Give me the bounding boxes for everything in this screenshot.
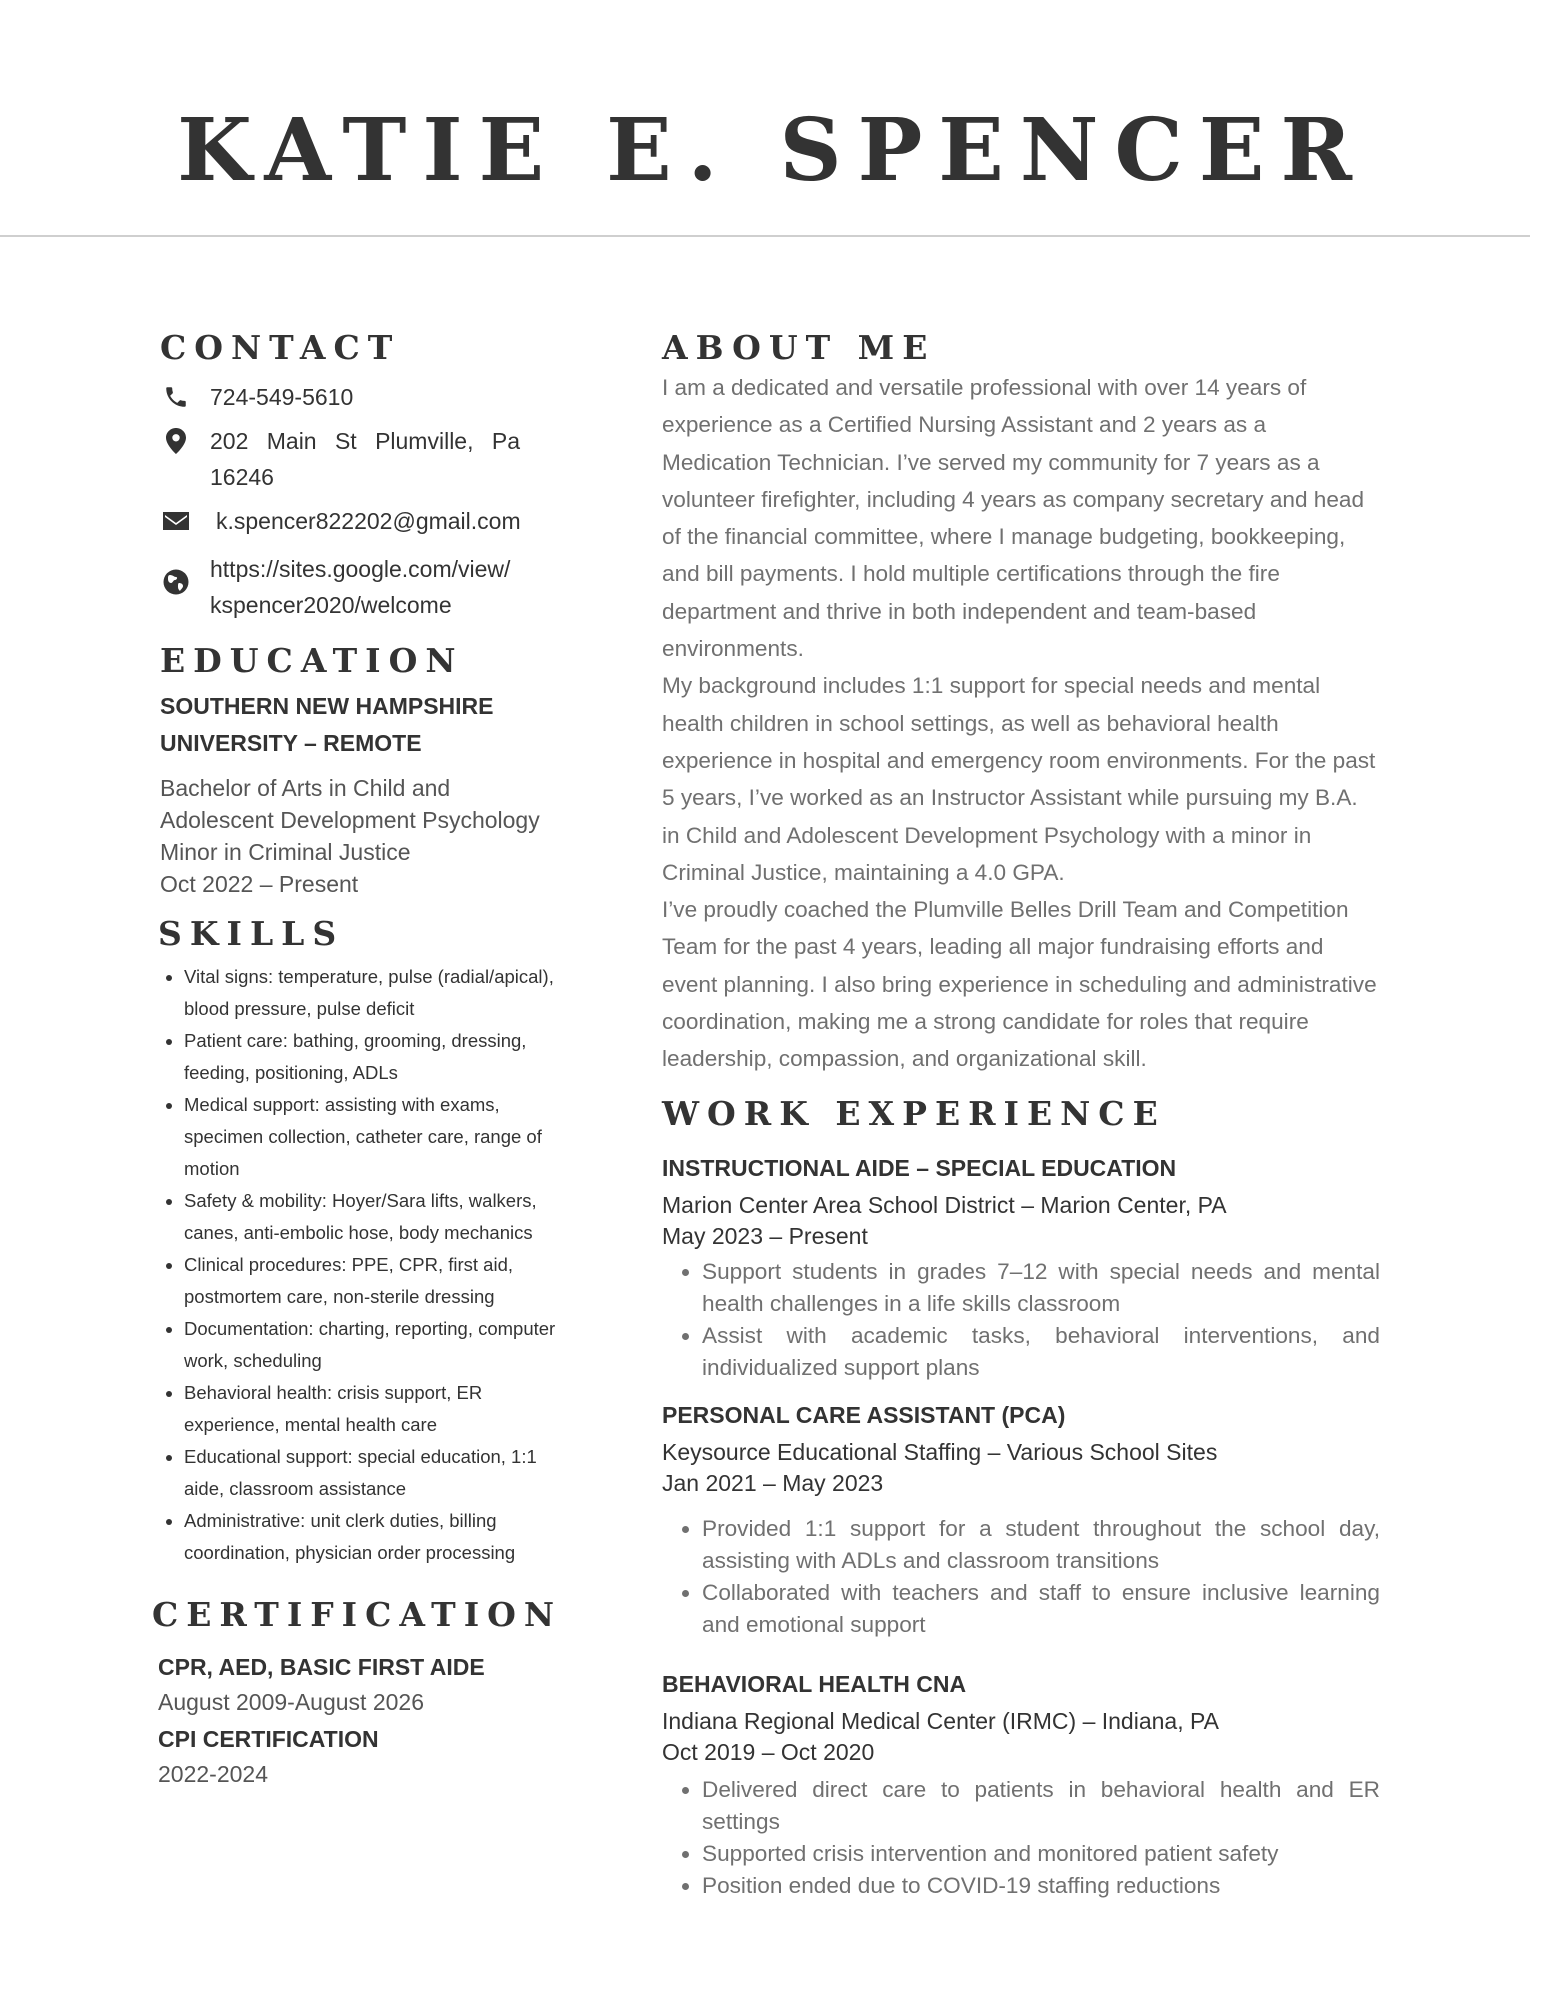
contact-heading: CONTACT — [160, 328, 401, 367]
job-entry — [662, 1402, 1380, 1641]
minor-line: Minor in Criminal Justice — [160, 839, 411, 865]
about-paragraph: I’ve proudly coached the Plumville Belles Drill Team and Competition Team for the past 4 years, leading all major fundraising efforts and event planning. I also bring experience in scheduling and administrative coordination, making me a strong candidate for roles that require leadership, compassion, and organizational skill. — [662, 897, 1377, 1072]
email-link[interactable]: k.spencer822202@gmail.com — [216, 508, 521, 534]
job-employer: Marion Center Area School District – Marion Center, PA — [662, 1191, 1227, 1218]
cert-date: 2022-2024 — [158, 1761, 268, 1787]
job-title: PERSONAL CARE ASSISTANT (PCA) — [662, 1401, 1066, 1428]
job-duties — [662, 1513, 1380, 1641]
list-item: • Vital signs: temperature, pulse (radial/apical), blood pressure, pulse deficit — [184, 961, 560, 1025]
degree-line: Adolescent Development Psychology — [160, 807, 540, 833]
address-text — [210, 423, 520, 495]
contact-list — [160, 379, 560, 623]
job-dates: Oct 2019 – Oct 2020 — [662, 1738, 875, 1765]
school-name — [160, 688, 560, 762]
list-item: • Clinical procedures: PPE, CPR, first aid, postmortem care, non-sterile dressing — [184, 1249, 560, 1313]
job-title: BEHAVIORAL HEALTH CNA — [662, 1670, 967, 1697]
list-item: • Support students in grades 7–12 with special needs and mental health challenges in a life skills classroom — [702, 1256, 1380, 1320]
contact-address — [160, 423, 560, 495]
resume-name: KATIE E. SPENCER — [177, 100, 1368, 201]
list-item: • Assist with academic tasks, behavioral interventions, and individualized support plans — [702, 1320, 1380, 1384]
globe-icon — [162, 567, 190, 597]
location-pin-icon — [162, 426, 190, 456]
left-column — [152, 328, 563, 1788]
school-line-2: UNIVERSITY – REMOTE — [160, 730, 422, 756]
list-item: • Delivered direct care to patients in behavioral health and ER settings — [702, 1774, 1380, 1838]
address-line-2: 16246 — [210, 464, 274, 490]
school-line-1: SOUTHERN NEW HAMPSHIRE — [160, 693, 494, 719]
list-item: • Educational support: special education, 1:1 aide, classroom assistance — [184, 1441, 560, 1505]
phone-text: 724-549-5610 — [210, 384, 354, 410]
list-item: • Patient care: bathing, grooming, dressing, feeding, positioning, ADLs — [184, 1025, 560, 1089]
about-heading: ABOUT ME — [662, 328, 936, 367]
job-employer: Indiana Regional Medical Center (IRMC) – Indiana, PA — [662, 1707, 1219, 1734]
cert-name: CPI CERTIFICATION — [158, 1726, 379, 1752]
list-item: • Safety & mobility: Hoyer/Sara lifts, walkers, canes, anti-embolic hose, body mechanics — [184, 1185, 560, 1249]
list-item: • Collaborated with teachers and staff to ensure inclusive learning and emotional support — [702, 1577, 1380, 1641]
about-body — [662, 369, 1380, 1078]
job-duties — [662, 1774, 1380, 1902]
list-item: • Behavioral health: crisis support, ER experience, mental health care — [184, 1377, 560, 1441]
job-dates: Jan 2021 – May 2023 — [662, 1469, 884, 1496]
address-line-1: 202 Main St Plumville, Pa — [210, 428, 520, 454]
job-entry — [662, 1671, 1380, 1902]
education-heading: EDUCATION — [160, 641, 464, 680]
job-employer: Keysource Educational Staffing – Various School Sites — [662, 1438, 1218, 1465]
cert-list — [158, 1654, 560, 1788]
job-dates: May 2023 – Present — [662, 1222, 868, 1249]
job-duties — [662, 1256, 1380, 1384]
contact-website — [160, 551, 560, 623]
education-dates: Oct 2022 – Present — [160, 871, 359, 897]
envelope-icon — [162, 506, 190, 536]
header-divider — [0, 235, 1530, 237]
website-line-1: https://sites.google.com/view/ — [210, 556, 511, 582]
list-item: • Documentation: charting, reporting, computer work, scheduling — [184, 1313, 560, 1377]
list-item: • Supported crisis intervention and monitored patient safety — [702, 1838, 1380, 1870]
work-heading: WORK EXPERIENCE — [662, 1093, 1166, 1133]
contact-phone — [160, 379, 560, 415]
job-title: INSTRUCTIONAL AIDE – SPECIAL EDUCATION — [662, 1154, 1177, 1181]
job-entry — [662, 1155, 1380, 1384]
list-item: • Position ended due to COVID-19 staffing reductions — [702, 1870, 1380, 1902]
list-item: • Administrative: unit clerk duties, billing coordination, physician order processing — [184, 1505, 560, 1569]
list-item: • Provided 1:1 support for a student throughout the school day, assisting with ADLs and classroom transitions — [702, 1513, 1380, 1577]
degree-line: Bachelor of Arts in Child and — [160, 775, 451, 801]
website-line-2: kspencer2020/welcome — [210, 592, 452, 618]
certification-heading: CERTIFICATION — [152, 1595, 563, 1634]
list-item: • Medical support: assisting with exams, specimen collection, catheter care, range of motion — [184, 1089, 560, 1185]
about-paragraph: I am a dedicated and versatile professional with over 14 years of experience as a Certified Nursing Assistant and 2 years as a Medication Technician. I’ve served my community for 7 years as a volunteer firefighter, including 4 years as company secretary and head of the financial committee, where I manage budgeting, bookkeeping, and bill payments. I hold multiple certifications through the fire department and thrive in both independent and team-based environments. — [662, 375, 1365, 662]
cert-name: CPR, AED, BASIC FIRST AIDE — [158, 1654, 485, 1680]
right-column — [662, 328, 1380, 1902]
skills-list — [160, 961, 560, 1569]
about-paragraph: My background includes 1:1 support for special needs and mental health children in school settings, as well as behavioral health experience in hospital and emergency room environments. For the past 5 years, I’ve worked as an Instructor Assistant while pursuing my B.A. in Child and Adolescent Development Psychology with a minor in Criminal Justice, maintaining a 4.0 GPA. — [662, 673, 1376, 885]
phone-icon — [162, 382, 190, 412]
degree-details — [160, 772, 560, 900]
skills-heading: SKILLS — [158, 914, 345, 953]
contact-email — [160, 503, 560, 539]
cert-date: August 2009-August 2026 — [158, 1689, 424, 1715]
website-link[interactable] — [210, 551, 510, 623]
